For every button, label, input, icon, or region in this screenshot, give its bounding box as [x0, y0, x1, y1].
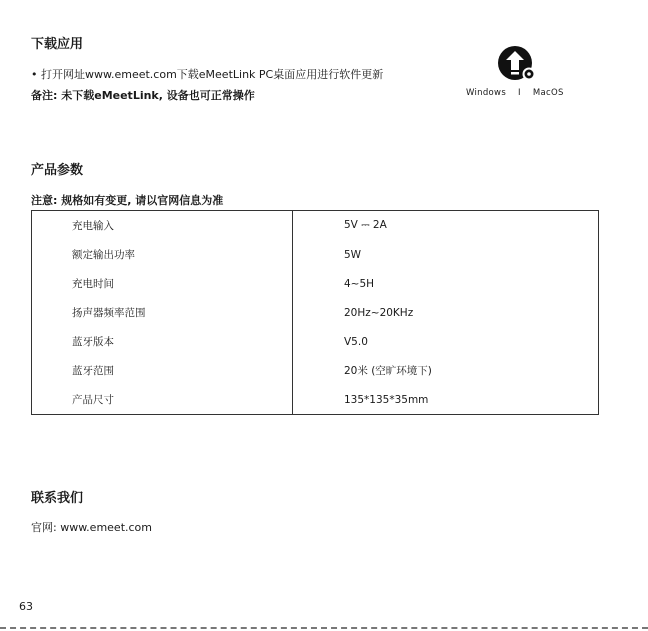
download-instruction: • 打开网址www.emeet.com下载eMeetLink PC桌面应用进行软件更新	[31, 68, 384, 81]
os-labels: Windows I MacOS	[466, 88, 564, 98]
upload-gear-icon	[497, 45, 537, 83]
table-row	[32, 211, 599, 241]
spec-value: 20Hz~20KHz	[293, 298, 599, 327]
spec-value: 20米 (空旷环境下)	[293, 356, 599, 385]
table-row	[32, 356, 599, 385]
bottom-divider	[0, 627, 648, 629]
spec-key: 额定输出功率	[32, 240, 293, 269]
page-number: 63	[19, 600, 33, 613]
contact-section-title: 联系我们	[31, 491, 84, 506]
spec-value: 5V ⎓ 2A	[293, 211, 599, 241]
spec-key: 扬声器频率范围	[32, 298, 293, 327]
download-section-title: 下载应用	[31, 37, 84, 52]
spec-key: 产品尺寸	[32, 385, 293, 415]
table-row	[32, 385, 599, 415]
download-note: 备注: 未下载eMeetLink, 设备也可正常操作	[31, 89, 255, 102]
spec-key: 蓝牙版本	[32, 327, 293, 356]
spec-key: 充电输入	[32, 211, 293, 241]
table-row	[32, 240, 599, 269]
spec-value: 4~5H	[293, 269, 599, 298]
params-note: 注意: 规格如有变更, 请以官网信息为准	[31, 194, 224, 207]
contact-website: 官网: www.emeet.com	[31, 521, 152, 534]
spec-key: 蓝牙范围	[32, 356, 293, 385]
spec-key: 充电时间	[32, 269, 293, 298]
spec-table	[31, 210, 599, 415]
spec-value: V5.0	[293, 327, 599, 356]
params-section-title: 产品参数	[31, 163, 84, 178]
table-row	[32, 269, 599, 298]
spec-value: 5W	[293, 240, 599, 269]
spec-value: 135*135*35mm	[293, 385, 599, 415]
table-row	[32, 298, 599, 327]
table-row	[32, 327, 599, 356]
